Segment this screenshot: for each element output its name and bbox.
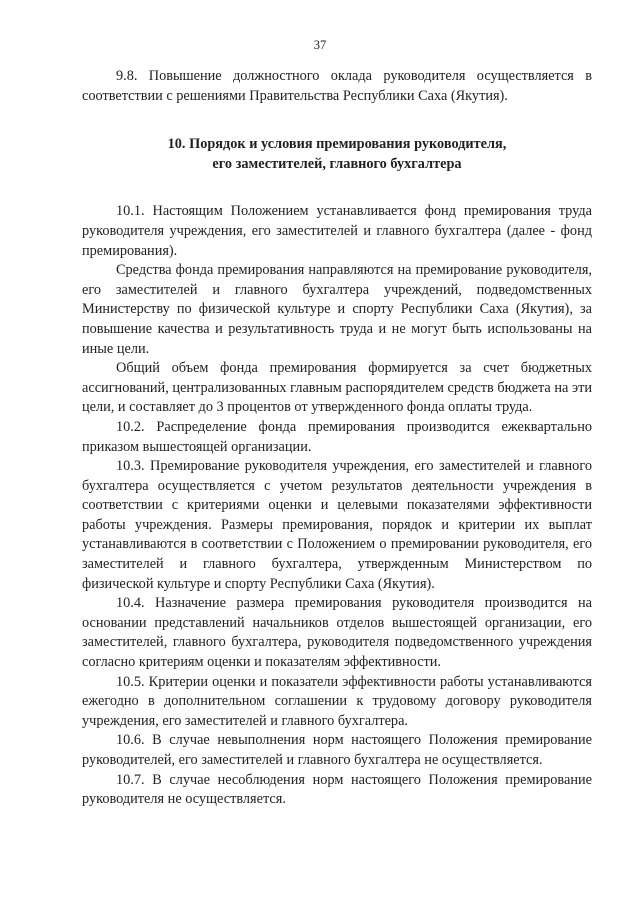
- paragraph-fund-purpose: Средства фонда премирования направляются на премирование руководителя, его заместителей и главного бухгалтера учреждений, подведомственных Министерству по физической культуре и спорту Республики Саха (Якутия), за повышение качества и результативность труда и не могут быть использованы на иные цели.: [82, 262, 592, 357]
- paragraph-10-2: 10.2. Распределение фонда премирования производится ежеквартально приказом вышестоящей организации.: [82, 418, 592, 455]
- paragraph-10-6: 10.6. В случае невыполнения норм настоящего Положения премирование руководителей, его заместителей и главного бухгалтера не осуществляется.: [82, 732, 592, 768]
- paragraph-9-8: 9.8. Повышение должностного оклада руководителя осуществляется в соответствии с решениями Правительства Республики Саха (Якутия).: [82, 68, 592, 104]
- paragraph-10-7: 10.7. В случае несоблюдения норм настоящего Положения премирование руководителя не осуществляется.: [82, 771, 592, 808]
- document-body: [82, 67, 592, 810]
- page-number: 37: [313, 38, 327, 52]
- paragraph-10-3: 10.3. Премирование руководителя учреждения, его заместителей и главного бухгалтера осуществляется с учетом результатов деятельности учреждения в соответствии с критериями оценки и целевыми показателями эффективности работы учреждения. Размеры премирования, порядок и критерии их выплат устанавливаются в соответствии с Положением о премировании руководителя, его заместителей и главного бухгалтера, утвержденным Министерством по физической культуре и спорту Республики Саха (Якутия).: [82, 458, 592, 592]
- section-heading-line-2: его заместителей, главного бухгалтера: [212, 155, 462, 172]
- paragraph-10-1: 10.1. Настоящим Положением устанавливается фонд премирования труда руководителя учреждения, его заместителей и главного бухгалтера (далее - фонд премирования).: [82, 203, 592, 259]
- section-heading-line-1: 10. Порядок и условия премирования руководителя,: [167, 136, 507, 153]
- paragraph-fund-volume: Общий объем фонда премирования формируется за счет бюджетных ассигнований, централизованных главным распорядителем средств бюджета на эти цели, и составляет до 3 процентов от утвержденного фонда оплаты труда.: [82, 360, 592, 416]
- paragraph-10-5: 10.5. Критерии оценки и показатели эффективности работы устанавливаются ежегодно в дополнительном соглашении к трудовому договору руководителя учреждения, его заместителей и главного бухгалтера.: [82, 673, 592, 729]
- section-heading: [82, 135, 592, 174]
- paragraph-10-4: 10.4. Назначение размера премирования руководителя производится на основании представлений начальников отделов вышестоящей организации, его заместителей, главного бухгалтера, руководителя подведомственного учреждения согласно критериям оценки и показателям эффективности.: [82, 595, 592, 671]
